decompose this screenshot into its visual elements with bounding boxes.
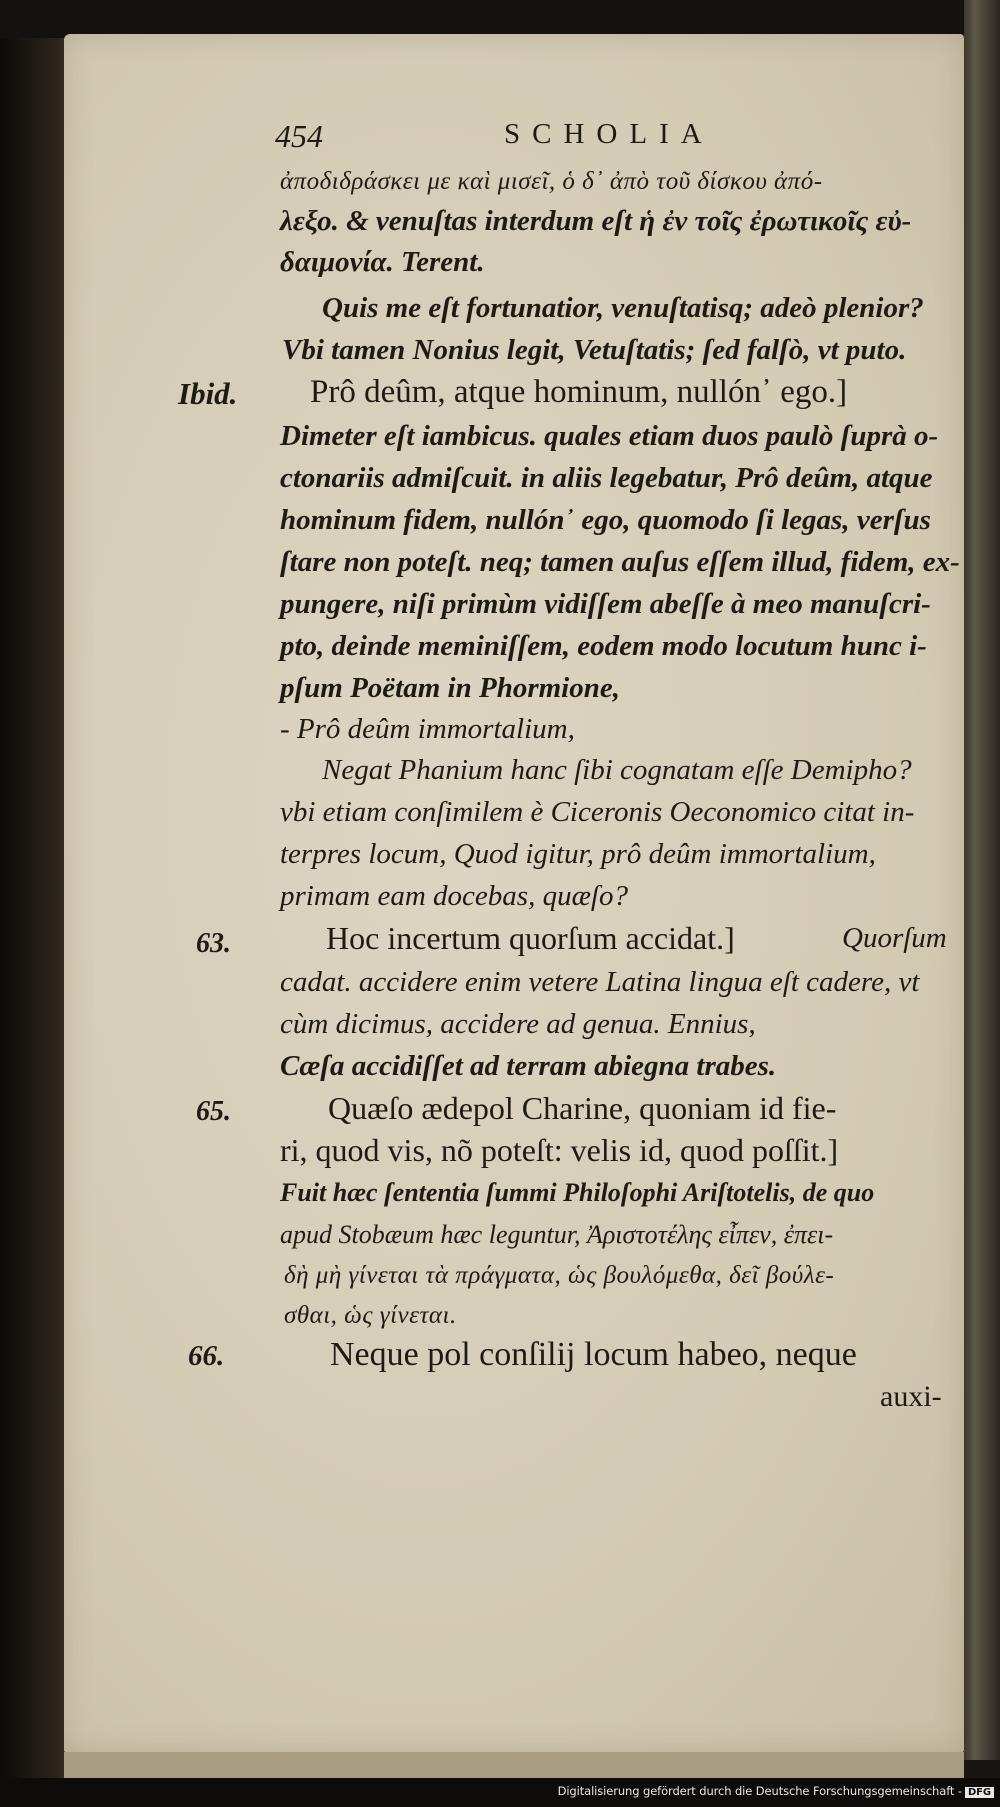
text-line: σθαι, ὡς γίνεται.: [284, 1302, 457, 1329]
text-line: hominum fidem, nullón᾽ ego, quomodo ſi legas, verſus: [280, 504, 931, 536]
text-line: pto, deinde meminiſſem, eodem modo locutum hunc i-: [280, 630, 927, 662]
text-line: - Prô deûm immortalium,: [280, 713, 575, 745]
text-line: Quorſum: [842, 922, 947, 954]
lemma-line: Hoc incertum quorſum accidat.]: [326, 920, 735, 956]
text-line: cadat. accidere enim vetere Latina lingua eſt cadere, vt: [280, 966, 920, 998]
dfg-credit: [558, 1784, 994, 1798]
page-number: 454: [275, 118, 323, 154]
lemma-line: Neque pol conſilij locum habeo, neque: [330, 1336, 857, 1373]
text-line: Fuit hæc ſententia ſummi Philoſophi Ariſtotelis, de quo: [280, 1178, 875, 1207]
text-line: ἀποδιδράσκει με καὶ μισεῖ, ὁ δ᾽ ἀπὸ τοῦ δίσκου ἀπό-: [280, 168, 823, 195]
lemma-line: ri, quod vis, nõ poteſt: velis id, quod poſſit.]: [280, 1132, 839, 1168]
dfg-credit-text: Digitalisierung gefördert durch die Deutsche Forschungsgemeinschaft -: [557, 1784, 962, 1798]
running-title: SCHOLIA: [504, 118, 714, 150]
book-spine-right: [964, 0, 1000, 1760]
margin-note: 63.: [196, 928, 231, 959]
text-line: apud Stobæum hæc leguntur, Ἀριστοτέλης εἶπεν, ἐπει-: [280, 1220, 834, 1249]
lemma-line: Prô deûm, atque hominum, nullón᾽ ego.]: [310, 374, 848, 410]
text-line: ctonariis admiſcuit. in aliis legebatur, Prô deûm, atque: [280, 462, 933, 494]
dfg-logo: DFG: [965, 1787, 994, 1798]
page-bottom-edge: [64, 1752, 964, 1778]
text-line: Negat Phanium hanc ſibi cognatam eſſe Demipho?: [322, 754, 912, 786]
text-line: pungere, niſi primùm vidiſſem abeſſe à meo manuſcri-: [280, 588, 931, 620]
text-line: Dimeter eſt iambicus. quales etiam duos paulò ſuprà o-: [280, 420, 939, 452]
text-line: δὴ μὴ γίνεται τὰ πράγματα, ὡς βουλόμεθα, δεῖ βούλε-: [284, 1262, 835, 1289]
text-line: δαιμονία. Terent.: [280, 246, 485, 278]
book-edge-left: [0, 0, 70, 1807]
margin-note: 66.: [188, 1340, 225, 1372]
margin-note: 65.: [196, 1096, 231, 1127]
text-line: cùm dicimus, accidere ad genua. Ennius,: [280, 1008, 756, 1040]
text-line: ſtare non poteſt. neq; tamen auſus eſſem illud, fidem, ex-: [280, 546, 960, 578]
text-line: pſum Poëtam in Phormione,: [280, 672, 620, 704]
text-line: λεξο. & venuſtas interdum eſt ἡ ἐν τοῖς ἐρωτικοῖς εὐ-: [280, 205, 912, 237]
catchword: auxi-: [880, 1380, 942, 1413]
text-line: Quis me eſt fortunatior, venuſtatisq; adeò plenior?: [322, 292, 924, 324]
scan-background-top: [0, 0, 1000, 38]
text-line: primam eam docebas, quæſo?: [280, 880, 628, 912]
text-line: terpres locum, Quod igitur, prô deûm immortalium,: [280, 838, 876, 870]
text-line: vbi etiam conſimilem è Ciceronis Oeconomico citat in-: [280, 796, 915, 828]
text-line: Cæſa accidiſſet ad terram abiegna trabes.: [280, 1050, 777, 1082]
text-line: Vbi tamen Nonius legit, Vetuſtatis; ſed falſò, vt puto.: [282, 334, 907, 366]
lemma-line: Quæſo ædepol Charine, quoniam id fie-: [328, 1090, 837, 1126]
margin-note: Ibid.: [178, 376, 238, 411]
